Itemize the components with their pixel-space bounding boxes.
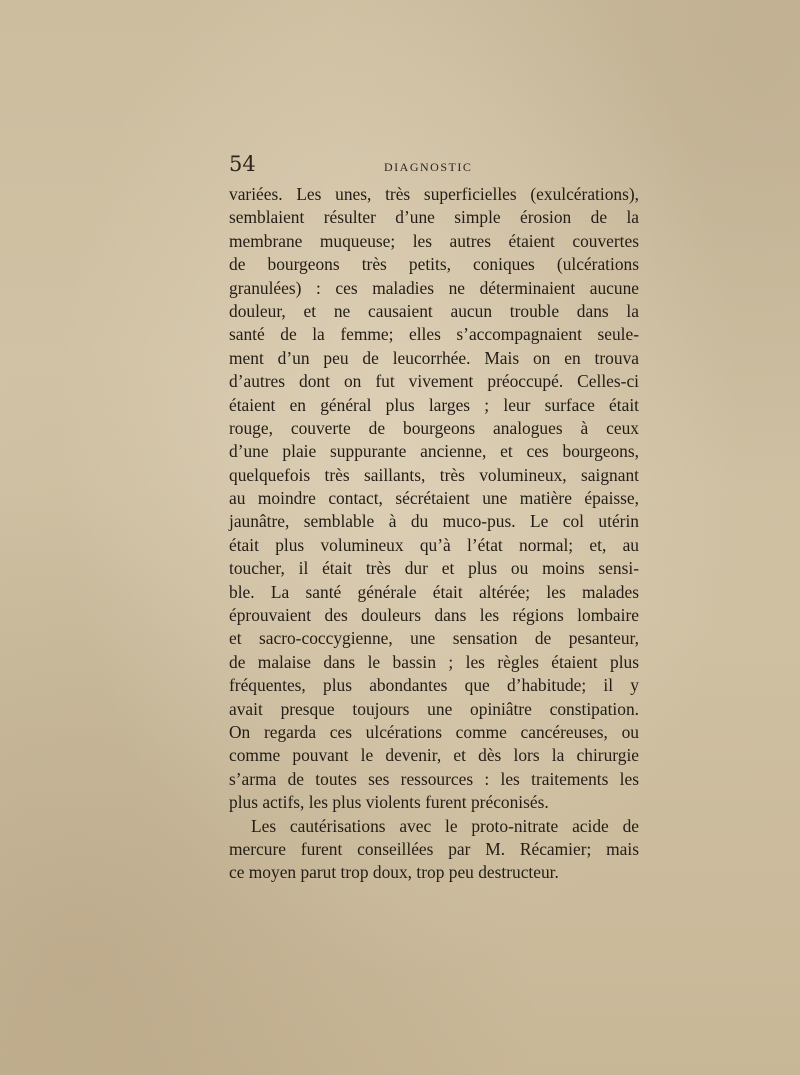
text-line: avait presque toujours une opiniâtre constipation.: [229, 698, 639, 719]
text-line: étaient en général plus larges ; leur surface était: [229, 394, 639, 415]
text-line: comme pouvant le devenir, et dès lors la chirurgie: [229, 745, 639, 766]
text-line: ce moyen parut trop doux, trop peu destructeur.: [229, 862, 559, 883]
page-header: [229, 152, 639, 182]
text-line: au moindre contact, sécrétaient une matière épaisse,: [229, 488, 639, 509]
text-line: était plus volumineux qu’à l’état normal; et, au: [229, 534, 639, 555]
body-text: [229, 183, 639, 885]
text-line: ment d’un peu de leucorrhée. Mais on en trouva: [229, 347, 639, 368]
text-line: douleur, et ne causaient aucun trouble dans la: [229, 300, 639, 321]
text-line: éprouvaient des douleurs dans les régions lombaire: [229, 605, 639, 626]
text-line: semblaient résulter d’une simple érosion de la: [229, 207, 639, 228]
text-line: d’autres dont on fut vivement préoccupé. Celles-ci: [229, 371, 639, 392]
running-head: DIAGNOSTIC: [384, 160, 473, 174]
text-line: d’une plaie suppurante ancienne, et ces bourgeons,: [229, 441, 639, 462]
text-line: granulées) : ces maladies ne déterminaient aucune: [229, 277, 639, 298]
page-number: 54: [229, 152, 256, 176]
text-line: de bourgeons très petits, coniques (ulcérations: [229, 254, 639, 275]
text-line: toucher, il était très dur et plus ou moins sensi-: [229, 558, 639, 579]
text-line: santé de la femme; elles s’accompagnaient seule-: [229, 324, 639, 345]
text-line: jaunâtre, semblable à du muco-pus. Le col utérin: [229, 511, 639, 532]
text-line: mercure furent conseillées par M. Récamier; mais: [229, 838, 639, 859]
text-line: variées. Les unes, très superficielles (exulcérations),: [229, 184, 639, 204]
text-line: quelquefois très saillants, très volumineux, saignant: [229, 464, 639, 485]
text-line: plus actifs, les plus violents furent préconisés.: [229, 792, 549, 813]
text-line: membrane muqueuse; les autres étaient couvertes: [229, 230, 639, 251]
text-line: fréquentes, plus abondantes que d’habitude; il y: [229, 675, 639, 696]
text-line: de malaise dans le bassin ; les règles étaient plus: [229, 651, 639, 672]
text-line: et sacro-coccygienne, une sensation de pesanteur,: [229, 628, 639, 649]
text-line: s’arma de toutes ses ressources : les traitements les: [229, 768, 639, 789]
text-line: On regarda ces ulcérations comme cancéreuses, ou: [229, 721, 639, 742]
text-line: rouge, couverte de bourgeons analogues à ceux: [229, 417, 639, 438]
text-line: Les cautérisations avec le proto-nitrate acide de: [251, 815, 639, 836]
text-line: ble. La santé générale était altérée; les malades: [229, 581, 639, 602]
